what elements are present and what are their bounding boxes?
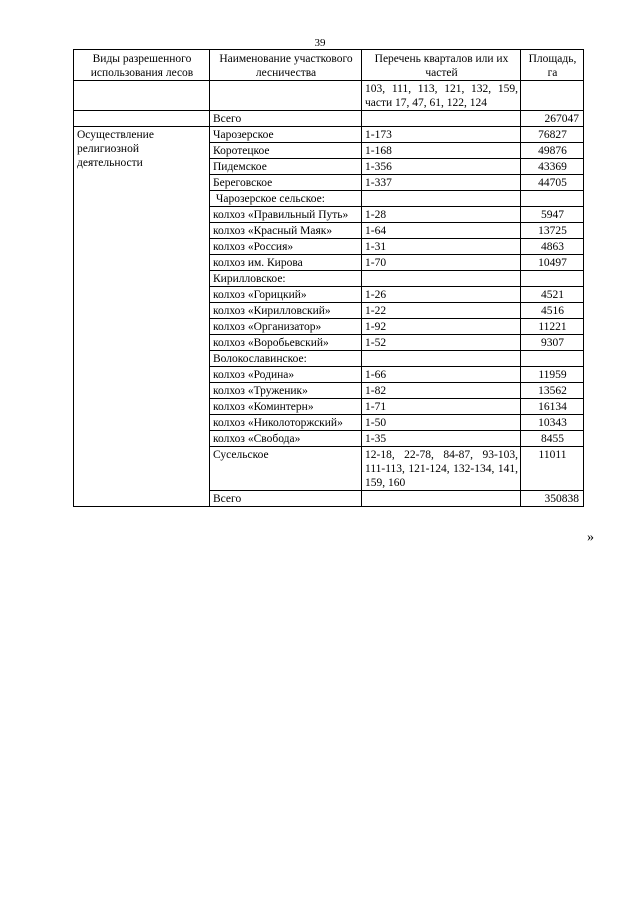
quarters: 1-70 xyxy=(362,255,521,271)
forestry-name: колхоз «Воробьевский» xyxy=(210,335,362,351)
quarters xyxy=(362,271,521,287)
table-row-total xyxy=(74,111,584,127)
area-value: 4521 xyxy=(521,287,584,303)
forestry-name: Береговское xyxy=(210,175,362,191)
closing-quote: » xyxy=(587,530,594,545)
forestry-group-name: Волокославинское: xyxy=(210,351,362,367)
area-value: 4863 xyxy=(521,239,584,255)
table-cell-area xyxy=(521,81,584,111)
forest-usage-table xyxy=(73,49,584,507)
area-value: 10497 xyxy=(521,255,584,271)
forestry-group-name: Кирилловское: xyxy=(210,271,362,287)
forestry-name: колхоз «Россия» xyxy=(210,239,362,255)
area-value: 11221 xyxy=(521,319,584,335)
quarters: 1-50 xyxy=(362,415,521,431)
quarters: 1-173 xyxy=(362,127,521,143)
area-value xyxy=(521,271,584,287)
area-value: 49876 xyxy=(521,143,584,159)
header-quarters-list: Перечень кварталов или их частей xyxy=(362,50,521,81)
quarters: 12-18, 22-78, 84-87, 93-103, 111-113, 121-124, 132-134, 141, 159, 160 xyxy=(362,447,521,491)
table-cell xyxy=(74,81,210,111)
total-area: 350838 xyxy=(521,491,584,507)
forestry-group-name: Чарозерское сельское: xyxy=(210,191,362,207)
forestry-name: колхоз им. Кирова xyxy=(210,255,362,271)
table-row-continuation xyxy=(74,81,584,111)
forestry-name: колхоз «Николоторжский» xyxy=(210,415,362,431)
forestry-name: колхоз «Коминтерн» xyxy=(210,399,362,415)
area-value xyxy=(521,351,584,367)
table-row xyxy=(74,127,584,143)
area-value: 44705 xyxy=(521,175,584,191)
forestry-name: Коротецкое xyxy=(210,143,362,159)
quarters: 1-22 xyxy=(362,303,521,319)
area-value: 8455 xyxy=(521,431,584,447)
forestry-name: колхоз «Организатор» xyxy=(210,319,362,335)
quarters: 1-26 xyxy=(362,287,521,303)
header-area: Площадь, га xyxy=(521,50,584,81)
quarters: 1-71 xyxy=(362,399,521,415)
area-value: 43369 xyxy=(521,159,584,175)
page-number: 39 xyxy=(314,37,326,49)
quarters: 1-92 xyxy=(362,319,521,335)
table-cell xyxy=(210,81,362,111)
table-cell xyxy=(362,491,521,507)
forestry-name: колхоз «Правильный Путь» xyxy=(210,207,362,223)
quarters: 1-66 xyxy=(362,367,521,383)
total-area: 267047 xyxy=(521,111,584,127)
area-value xyxy=(521,191,584,207)
usage-type-cell: Осуществление религиозной деятельности xyxy=(74,127,210,507)
quarters: 1-337 xyxy=(362,175,521,191)
area-value: 76827 xyxy=(521,127,584,143)
quarters xyxy=(362,191,521,207)
table-cell xyxy=(362,111,521,127)
table-cell-quarters: 103, 111, 113, 121, 132, 159, части 17, 47, 61, 122, 124 xyxy=(362,81,521,111)
quarters: 1-28 xyxy=(362,207,521,223)
area-value: 9307 xyxy=(521,335,584,351)
area-value: 4516 xyxy=(521,303,584,319)
forestry-name: Чарозерское xyxy=(210,127,362,143)
quarters: 1-168 xyxy=(362,143,521,159)
area-value: 13725 xyxy=(521,223,584,239)
quarters: 1-356 xyxy=(362,159,521,175)
area-value: 13562 xyxy=(521,383,584,399)
forestry-name: колхоз «Родина» xyxy=(210,367,362,383)
quarters: 1-35 xyxy=(362,431,521,447)
table-header-row xyxy=(74,50,584,81)
total-label: Всего xyxy=(210,111,362,127)
quarters xyxy=(362,351,521,367)
forestry-name: Сусельское xyxy=(210,447,362,491)
forestry-name: колхоз «Горицкий» xyxy=(210,287,362,303)
area-value: 5947 xyxy=(521,207,584,223)
forestry-name: Пидемское xyxy=(210,159,362,175)
quarters: 1-82 xyxy=(362,383,521,399)
area-value: 16134 xyxy=(521,399,584,415)
quarters: 1-52 xyxy=(362,335,521,351)
header-usage-type: Виды разрешенного использования лесов xyxy=(74,50,210,81)
forestry-name: колхоз «Труженик» xyxy=(210,383,362,399)
forestry-name: колхоз «Кирилловский» xyxy=(210,303,362,319)
quarters: 1-31 xyxy=(362,239,521,255)
area-value: 10343 xyxy=(521,415,584,431)
table-cell xyxy=(74,111,210,127)
forestry-name: колхоз «Красный Маяк» xyxy=(210,223,362,239)
area-value: 11011 xyxy=(521,447,584,491)
header-forestry-name: Наименование участкового лесничества xyxy=(210,50,362,81)
area-value: 11959 xyxy=(521,367,584,383)
quarters: 1-64 xyxy=(362,223,521,239)
forestry-name: колхоз «Свобода» xyxy=(210,431,362,447)
total-label: Всего xyxy=(210,491,362,507)
